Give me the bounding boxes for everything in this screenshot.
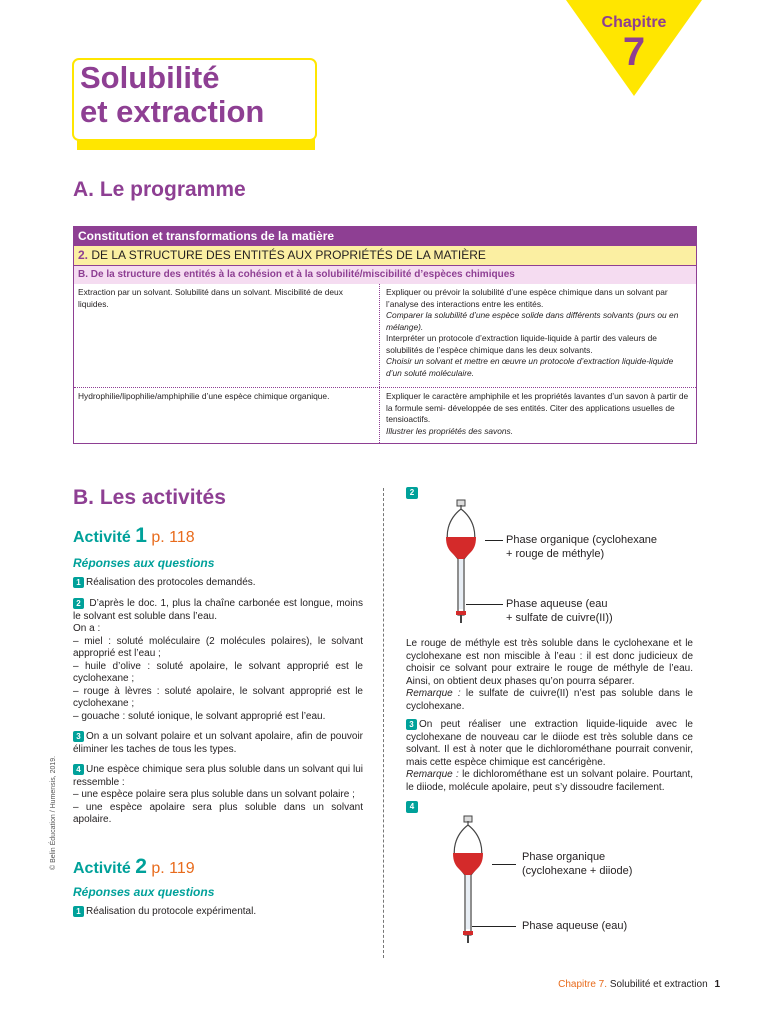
answer-text: – huile d’olive : soluté apolaire, le solvant approprié est le cyclohexane ;: [73, 660, 363, 685]
footer-title: Solubilité et extraction: [609, 979, 708, 990]
page-title-line2: et extraction: [80, 94, 265, 129]
capacity-line: Comparer la solubilité d’une espèce solide dans différents solvants (purs ou en mélange).: [386, 310, 679, 332]
activity-page: p. 118: [151, 529, 195, 546]
label-line: + sulfate de cuivre(II)): [506, 612, 613, 624]
table-cell-notion: Hydrophilie/lipophilie/amphiphilie d’une espèce chimique organique.: [74, 388, 380, 443]
answer-text: – gouache : soluté ionique, le solvant approprié est l’eau.: [73, 710, 326, 722]
remark-label: Remarque :: [406, 688, 461, 699]
answer-text: Réalisation des protocoles demandés.: [86, 577, 256, 589]
figure-4-organic-label: [522, 850, 632, 878]
explanation-text: Le rouge de méthyle est très soluble dans le cyclohexane et le cyclohexane est non miscible à l’eau : il est donc judicieux de choisir ce solvant pour extraire le rouge de méthyle de l’eau. Ainsi, on obtient deux phases qu’on pourra séparer.: [406, 638, 693, 687]
remark-label: Remarque :: [406, 769, 459, 781]
activity-number: 1: [135, 524, 147, 547]
label-line: + rouge de méthyle): [506, 548, 605, 560]
activity-label: Activité: [73, 860, 131, 877]
table-cell-capacities: [380, 388, 696, 443]
activity-page: p. 119: [151, 860, 195, 877]
question-number-badge: 1: [73, 577, 84, 588]
answer-text: On a :: [73, 623, 101, 635]
subheader-number: 2.: [78, 248, 89, 262]
subheader-text: DE LA STRUCTURE DES ENTITÉS AUX PROPRIÉTÉS DE LA MATIÈRE: [91, 248, 486, 262]
table-row: [74, 388, 696, 443]
programme-table: [73, 226, 697, 444]
answer-text: Réalisation du protocole expérimental.: [86, 906, 257, 918]
answer-1: [73, 577, 363, 590]
answer-text: – rouge à lèvres : soluté apolaire, le solvant approprié est le cyclohexane ;: [73, 685, 363, 710]
capacity-line: Illustrer les propriétés des savons.: [386, 425, 514, 436]
label-line: (cyclohexane + diiode): [522, 865, 633, 877]
page-number: 1: [714, 979, 720, 990]
page-title-line1: Solubilité: [80, 60, 220, 95]
activity2-title: [73, 855, 195, 879]
section-b-heading: B. Les activités: [73, 486, 226, 509]
question-number-badge: 2: [73, 598, 84, 609]
activity1-subtitle: Réponses aux questions: [73, 556, 215, 570]
label-line: Phase organique: [522, 851, 606, 863]
activity2-subtitle: Réponses aux questions: [73, 885, 215, 899]
leader-line: [472, 926, 516, 927]
answer-text: On peut réaliser une extraction liquide-liquide avec le cyclohexane de nouveau car le diiode est très soluble dans ce solvant. Il est à noter que le dichlorométhane pourrait convenir, mais cette espèce chimique est cancérigène.: [406, 719, 693, 768]
activity2-answer-1: [73, 906, 363, 919]
section-a-heading: A. Le programme: [73, 178, 246, 201]
answer-text: On a un solvant polaire et un solvant apolaire, afin de pouvoir éliminer les taches de tous les types.: [73, 731, 363, 755]
question-number-badge: 4: [73, 764, 84, 775]
answer-text: – miel : soluté moléculaire (2 molécules polaires), le solvant approprié est l’eau ;: [73, 635, 363, 660]
answer-4: [73, 764, 363, 827]
copyright: © Belin Éducation / Humensis, 2019.: [50, 755, 57, 870]
chapter-label: Chapitre: [601, 14, 667, 31]
figure-2-explanation: [406, 638, 693, 713]
answer-text: – une espèce polaire sera plus soluble dans un solvant polaire ;: [73, 789, 355, 801]
footer-chapter: Chapitre 7.: [558, 979, 608, 990]
column-separator: [383, 488, 384, 958]
activity-number: 2: [135, 855, 147, 878]
table-header: Constitution et transformations de la matière: [74, 227, 696, 246]
capacity-line: Choisir un solvant et mettre en œuvre un protocole d’extraction liquide-liquide d’un soluté moléculaire.: [386, 356, 674, 378]
answer-3-right: [406, 719, 693, 794]
chapter-number: 7: [622, 30, 646, 74]
figure-4-number: 4: [406, 801, 418, 813]
capacity-line: Interpréter un protocole d’extraction liquide-liquide à partir des valeurs de solubilités de l’espèce chimique dans les deux solvants.: [386, 333, 657, 355]
table-cell-notion: Extraction par un solvant. Solubilité dans un solvant. Miscibilité de deux liquides.: [74, 284, 380, 387]
capacity-line: Expliquer le caractère amphiphile et les propriétés lavantes d’un savon à partir de la formule semi- développée de ses entités. Citer des applications usuelles de tensioactifs.: [386, 391, 689, 424]
question-number-badge: 3: [406, 719, 417, 730]
remark-text: le dichlorométhane est un solvant polaire. Pourtant, le diiode, molécule apolaire, peut s’y dissoudre facilement.: [406, 769, 694, 793]
leader-line: [485, 540, 503, 541]
leader-line: [492, 864, 516, 865]
capacity-line: Expliquer ou prévoir la solubilité d’une espèce chimique dans un solvant par l’analyse des interactions entre les entités.: [386, 287, 668, 309]
figure-2-number: 2: [406, 487, 418, 499]
figure-4-aqueous-label: Phase aqueuse (eau): [522, 920, 628, 932]
table-subheader-b: B. De la structure des entités à la cohésion et à la solubilité/miscibilité d’espèces chimiques: [74, 266, 696, 284]
answer-text: – une espèce apolaire sera plus soluble dans un solvant apolaire.: [73, 801, 363, 826]
activity-label: Activité: [73, 529, 131, 546]
separatory-funnel-1-icon: [438, 497, 508, 627]
answer-text: Une espèce chimique sera plus soluble dans un solvant qui lui ressemble :: [73, 764, 363, 788]
label-line: Phase aqueuse (eau: [506, 598, 608, 610]
answer-2: [73, 598, 363, 723]
leader-line: [466, 604, 503, 605]
table-cell-capacities: [380, 284, 696, 387]
label-line: Phase organique (cyclohexane: [506, 534, 658, 546]
answer-text: D’après le doc. 1, plus la chaîne carbonée est longue, moins le solvant est soluble dans l’eau.: [73, 598, 363, 622]
question-number-badge: 3: [73, 731, 84, 742]
page-footer: [558, 979, 720, 990]
remark-text: le sulfate de cuivre(II) n’est pas soluble dans le cyclohexane.: [406, 688, 693, 712]
question-number-badge: 1: [73, 906, 84, 917]
table-subheader: [74, 246, 696, 266]
table-row: [74, 284, 696, 388]
figure-2-aqueous-label: [506, 597, 613, 625]
figure-2-organic-label: [506, 533, 657, 561]
answer-3: [73, 731, 363, 756]
activity1-title: [73, 524, 195, 548]
